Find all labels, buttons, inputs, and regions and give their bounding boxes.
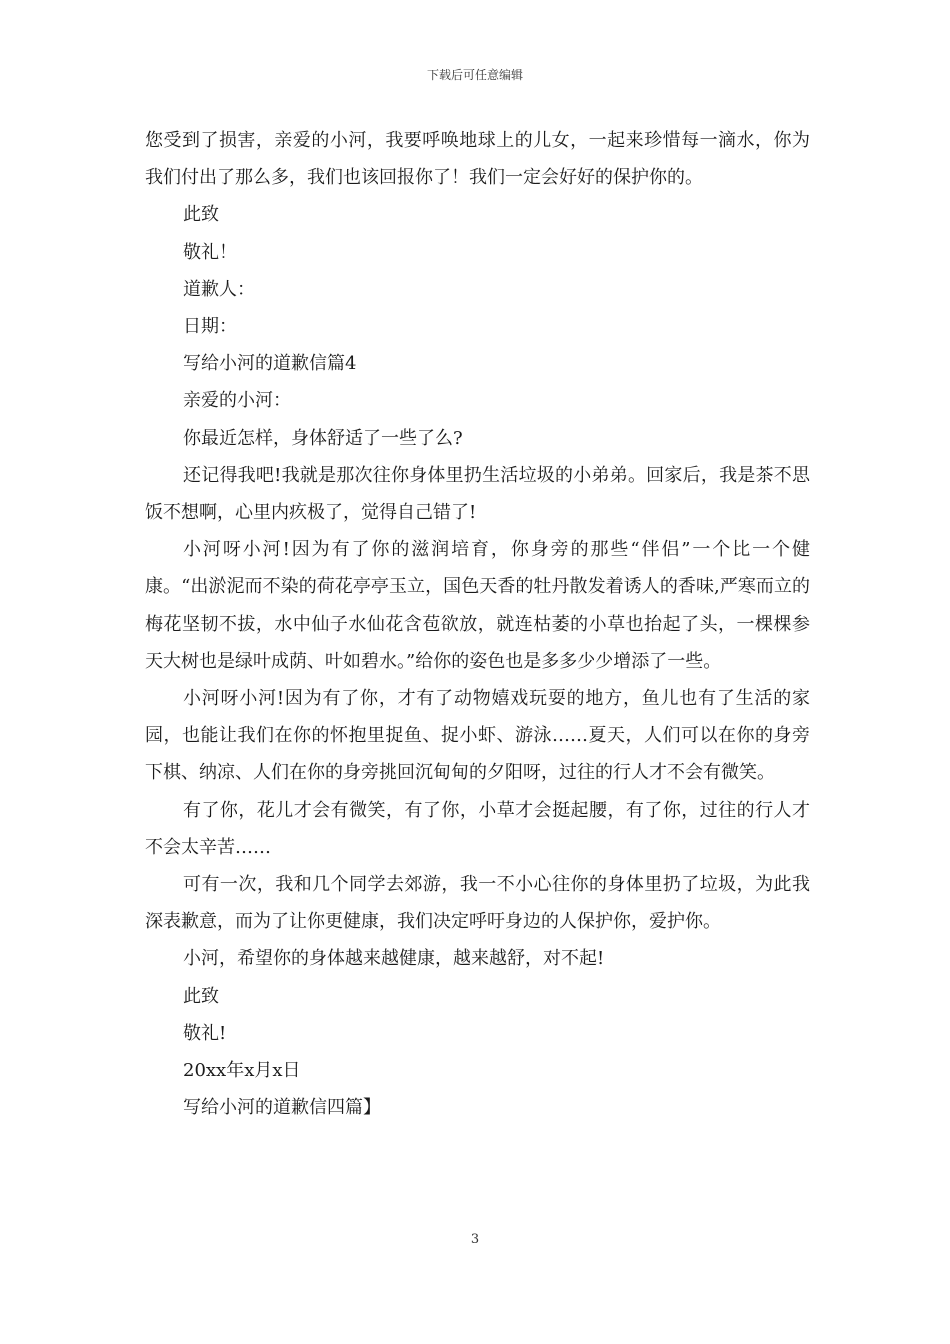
paragraph-question: 你最近怎样，身体舒适了一些了么? [183, 427, 463, 449]
section-title: 写给小河的道歉信篇4 [183, 353, 357, 375]
salutation-cizhi: 此致 [183, 204, 219, 226]
signature-date: 日期： [183, 316, 237, 338]
paragraph-wish: 小河，希望你的身体越来越健康，越来越舒，对不起! [183, 948, 605, 970]
closing-title: 写给小河的道歉信四篇】 [183, 1097, 381, 1119]
paragraph-closing-continuation: 您受到了损害，亲爱的小河，我要呼唤地球上的儿女，一起来珍惜每一滴水，你为我们付出了那么多，我们也该回报你了！我们一定会好好的保护你的。 [145, 130, 810, 189]
salutation-jingli-2: 敬礼! [183, 1022, 227, 1044]
signature-apologizer: 道歉人： [183, 278, 255, 300]
paragraph-with-you: 有了你，花儿才会有微笑，有了你，小草才会挺起腰，有了你，过往的行人才不会太辛苦…… [145, 799, 810, 858]
salutation-cizhi-2: 此致 [183, 985, 219, 1007]
document-body [145, 122, 810, 1126]
salutation-jingli: 敬礼！ [183, 241, 237, 263]
page-header: 下载后可任意编辑 [426, 68, 523, 82]
letter-greeting: 亲爱的小河： [183, 390, 291, 412]
paragraph-companions: 小河呀小河!因为有了你的滋润培育，你身旁的那些“伴侣”一个比一个健康。“出淤泥而不染的荷花亭亭玉立，国色天香的牡丹散发着诱人的香味,严寒而立的梅花坚韧不拔，水中仙子水仙花含苞欲放，就连枯萎的小草也抬起了头，一棵棵参天大树也是绿叶成荫、叶如碧水。”给你的姿色也是多多少少增添了一些。 [145, 539, 810, 672]
paragraph-apology: 可有一次，我和几个同学去郊游，我一不小心往你的身体里扔了垃圾，为此我深表歉意，而为了让你更健康，我们决定呼吁身边的人保护你，爱护你。 [145, 874, 810, 933]
page-number: 3 [470, 1232, 480, 1247]
paragraph-animals: 小河呀小河!因为有了你，才有了动物嬉戏玩耍的地方，鱼儿也有了生活的家园，也能让我们在你的怀抱里捉鱼、捉小虾、游泳……夏天，人们可以在你的身旁下棋、纳凉、人们在你的身旁挑回沉甸甸的夕阳呀，过往的行人才不会有微笑。 [145, 688, 810, 784]
paragraph-remember: 还记得我吧!我就是那次往你身体里扔生活垃圾的小弟弟。回家后，我是茶不思饭不想啊，心里内疚极了，觉得自己错了! [145, 464, 810, 524]
letter-date: 20xx年x月x日 [183, 1060, 301, 1082]
